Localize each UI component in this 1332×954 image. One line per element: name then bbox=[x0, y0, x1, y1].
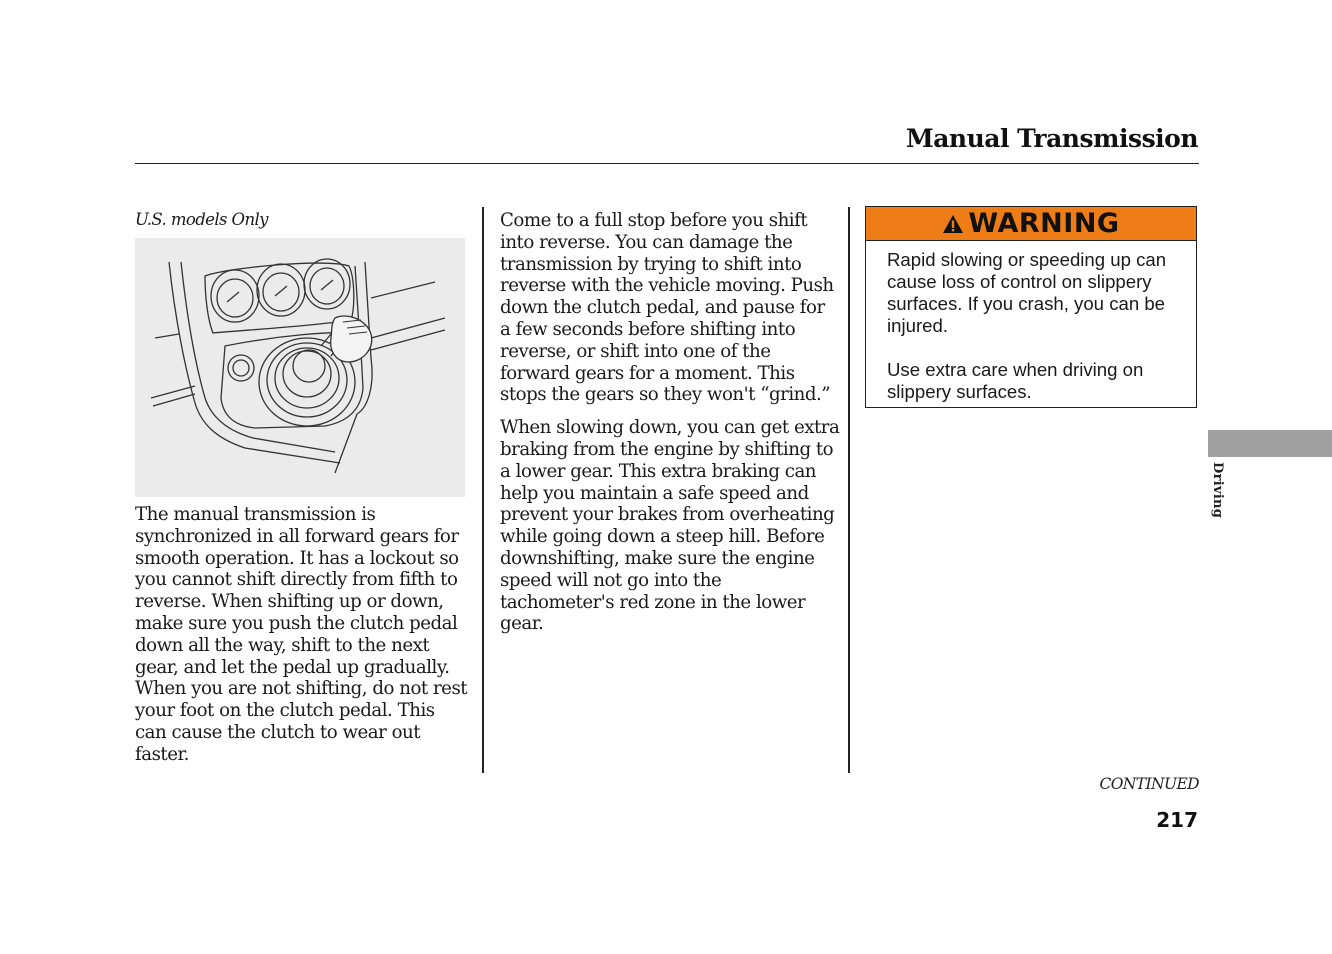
section-label: Driving bbox=[1210, 462, 1225, 519]
warning-label: WARNING bbox=[968, 208, 1120, 239]
header-rule bbox=[135, 163, 1199, 164]
continued-label: CONTINUED bbox=[1099, 775, 1199, 793]
left-column bbox=[135, 210, 471, 766]
transmission-description: The manual transmission is synchronized in all forward gears for smooth operation. It has a lockout so you cannot shift directly from fifth to reverse. When shifting up or down, make sure you push the clutch pedal down all the way, shift to the next gear, and let the pedal up gradually. When you are not shifting, do not rest your foot on the clutch pedal. This can cause the clutch to wear out faster. bbox=[135, 504, 468, 765]
column-divider-2 bbox=[848, 207, 850, 773]
warning-text-1: Rapid slowing or speeding up can cause loss of control on slippery surfaces. If you crash, you can be injured. bbox=[887, 249, 1167, 336]
figure-caption: U.S. models Only bbox=[135, 210, 268, 229]
warning-text-2: Use extra care when driving on slippery surfaces. bbox=[887, 359, 1144, 402]
warning-header bbox=[866, 207, 1196, 241]
page-number: 217 bbox=[1156, 808, 1198, 832]
engine-braking-paragraph: When slowing down, you can get extra braking from the engine by shifting to a lower gear. This extra braking can help you maintain a safe speed and prevent your brakes from overheating while going down a steep hill. Before downshifting, make sure the engine speed will not go into the tachometer's red zone in the lower gear. bbox=[500, 417, 840, 635]
page-title: Manual Transmission bbox=[906, 124, 1198, 153]
warning-box bbox=[865, 206, 1197, 408]
warning-body bbox=[866, 241, 1196, 403]
warning-triangle-icon bbox=[942, 214, 964, 234]
reverse-shifting-paragraph: Come to a full stop before you shift into reverse. You can damage the transmission by trying to shift into reverse with the vehicle moving. Push down the clutch pedal, and pause for a few seconds before shifting into reverse, or shift into one of the forward gears for a moment. This stops the gears so they won't “grind.” bbox=[500, 210, 834, 406]
column-divider-1 bbox=[482, 207, 484, 773]
gear-shift-illustration bbox=[135, 238, 465, 497]
middle-column bbox=[500, 210, 840, 635]
section-tab bbox=[1208, 430, 1332, 457]
